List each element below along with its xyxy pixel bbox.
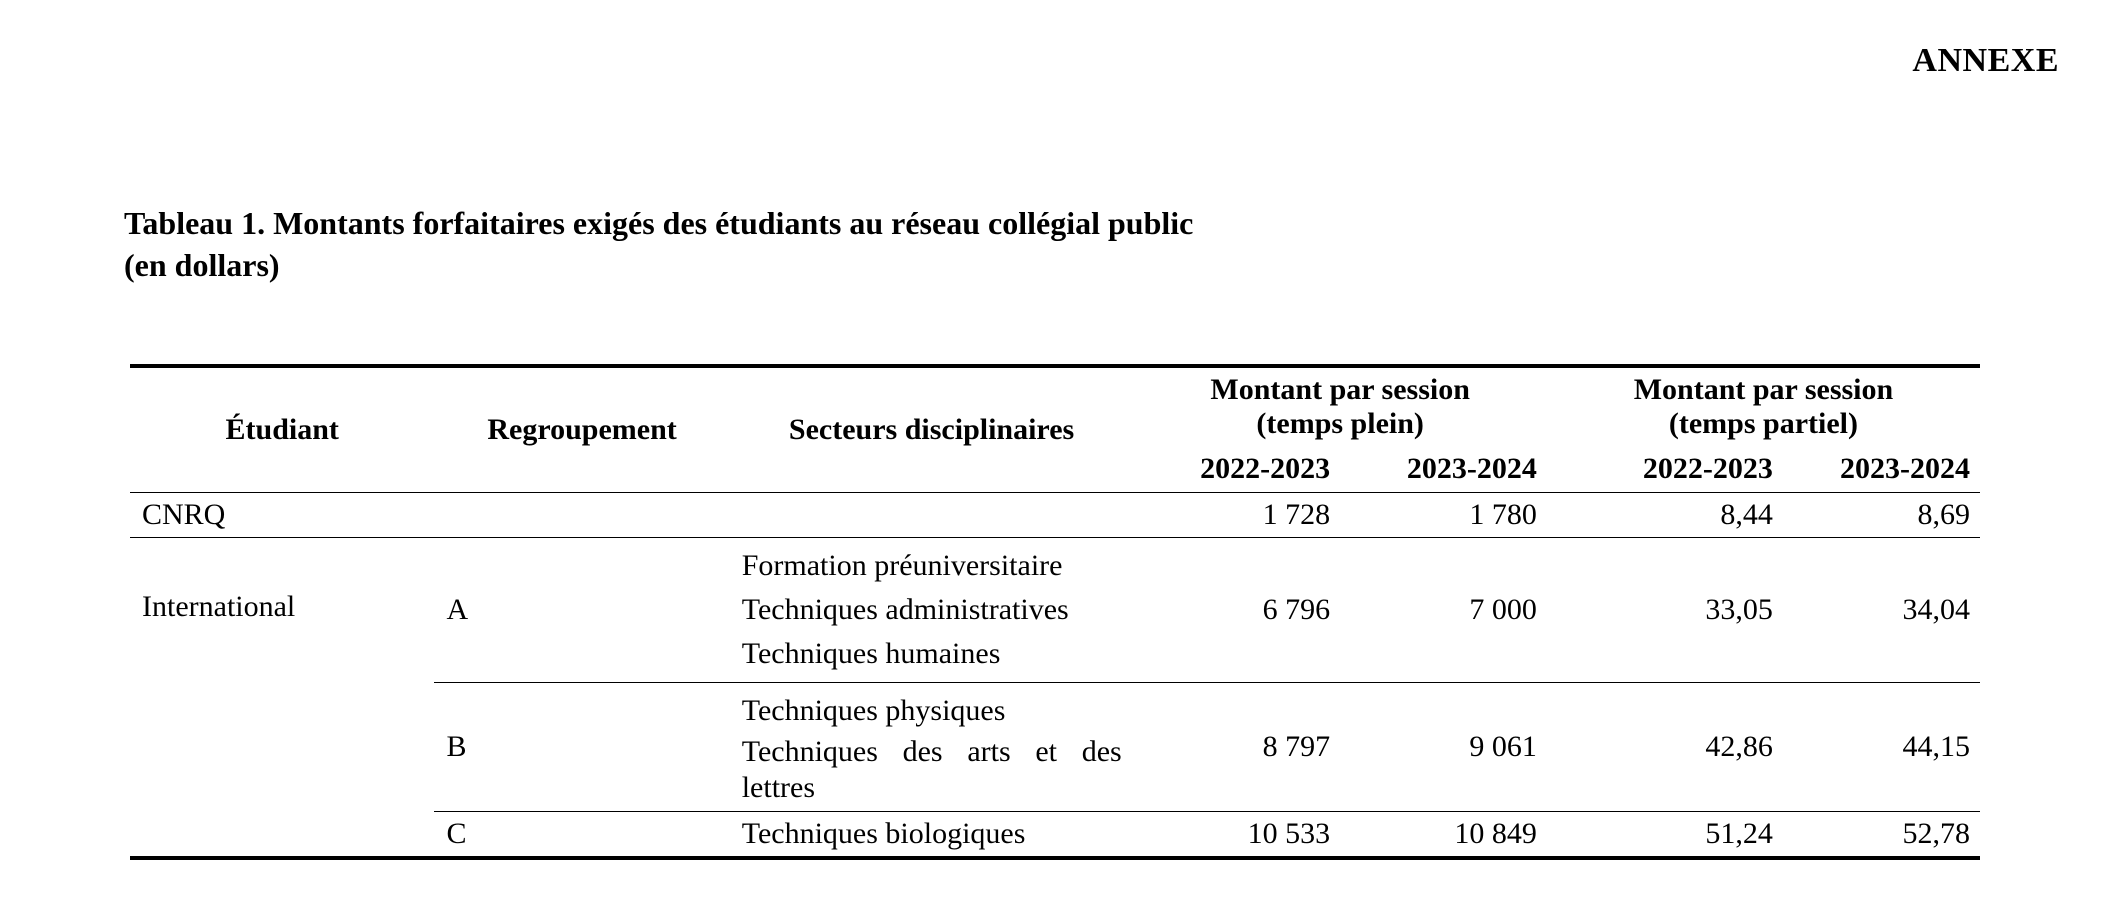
header-part-time-line1: Montant par session (1633, 373, 1894, 406)
cell-value: 6 796 (1133, 538, 1340, 683)
sector-label: Techniques humaines (741, 637, 1001, 670)
cell-regroupement: C (446, 817, 467, 850)
header-full-time-line1: Montant par session (1210, 373, 1470, 406)
cell-value: 1 780 (1340, 493, 1547, 538)
header-full-time (1133, 366, 1547, 446)
cell-secteurs (730, 493, 1134, 538)
cell-regroupement: B (434, 683, 729, 812)
cell-value: 51,24 (1705, 817, 1773, 850)
cell-secteurs: Techniques biologiques (741, 817, 1026, 850)
cell-value: 10 849 (1454, 817, 1537, 850)
cell-value: 9 061 (1340, 683, 1547, 812)
fees-table-container (130, 364, 1980, 860)
header-part-time (1547, 366, 1980, 446)
cell-etudiant-international: International (142, 590, 296, 623)
sector-label: Techniques administratives (741, 593, 1069, 626)
header-part-time-line2: (temps partiel) (1668, 407, 1859, 440)
sector-label: lettres (741, 771, 816, 804)
cell-value: 52,78 (1902, 817, 1970, 850)
header-year: 2022-2023 (1642, 452, 1773, 485)
table-caption (124, 202, 1193, 286)
header-year: 2023-2024 (1406, 452, 1537, 485)
cell-etudiant: CNRQ (130, 493, 434, 538)
annex-label: ANNEXE (1912, 42, 2059, 79)
cell-value: 33,05 (1547, 538, 1783, 683)
cell-value: 1 728 (1133, 493, 1340, 538)
header-secteurs: Secteurs disciplinaires (788, 413, 1075, 446)
cell-value: 10 533 (1247, 817, 1331, 850)
header-etudiant: Étudiant (225, 413, 339, 446)
cell-secteurs (730, 538, 1134, 683)
fees-table (130, 364, 1980, 860)
header-year: 2023-2024 (1840, 452, 1970, 485)
sector-label: Techniques physiques (741, 694, 1006, 727)
table-row-group-a (130, 538, 1980, 683)
header-full-time-line2: (temps plein) (1256, 407, 1424, 440)
header-year: 2022-2023 (1200, 452, 1331, 485)
cell-value: 8 797 (1133, 683, 1340, 812)
header-regroupement: Regroupement (487, 413, 677, 446)
cell-value: 8,44 (1547, 493, 1783, 538)
cell-value: 34,04 (1783, 538, 1980, 683)
cell-value: 7 000 (1340, 538, 1547, 683)
cell-regroupement: A (434, 538, 729, 683)
cell-secteurs (730, 683, 1134, 812)
table-row-cnrq (130, 493, 1980, 538)
sector-label: Formation préuniversitaire (741, 549, 1063, 582)
cell-value: 44,15 (1783, 683, 1980, 812)
cell-regroupement (434, 493, 729, 538)
sector-label: Techniques des arts et des (741, 735, 1122, 768)
cell-value: 8,69 (1783, 493, 1980, 538)
caption-line-2: (en dollars) (124, 247, 280, 283)
cell-value: 42,86 (1547, 683, 1783, 812)
caption-line-1: Tableau 1. Montants forfaitaires exigés des étudiants au réseau collégial public (124, 205, 1194, 241)
